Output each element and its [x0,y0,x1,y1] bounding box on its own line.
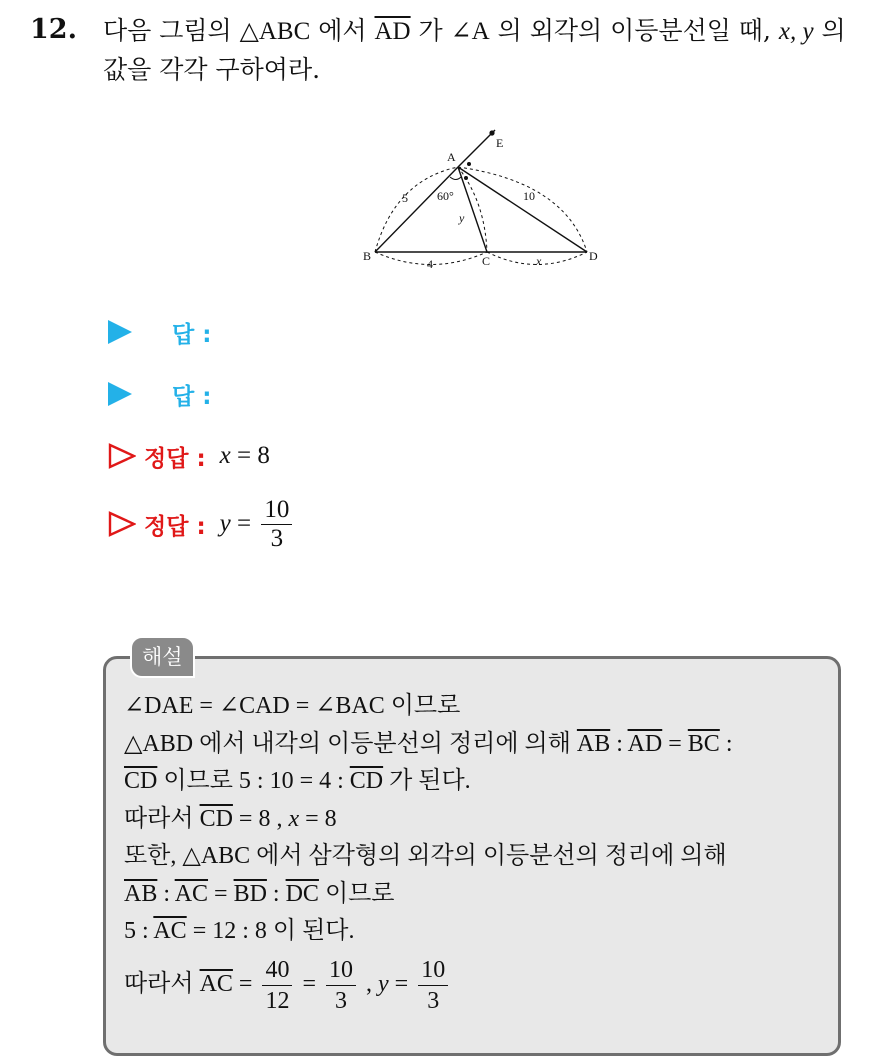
denominator: 3 [270,524,284,552]
text: = 12 : 8 이 된다. [186,918,355,944]
var-y: y [219,510,231,537]
solution-tag: 해설 [130,636,195,678]
q-part: 다음 그림의 [103,16,240,45]
bisector-dot-2 [464,176,468,180]
label-angle: 60° [437,189,454,203]
key-value-x [220,442,270,470]
text: △ABD 에서 내각의 이등분선의 정리에 의해 [124,730,577,757]
var-x: x [288,805,300,832]
q-part: 의 외각의 이등분선일 때, [489,16,779,45]
text: 가 된다. [383,768,471,794]
x-eq: = 8 [230,442,270,469]
problem-number: 12. [30,14,77,45]
text: = [208,880,234,907]
text: : [610,730,628,757]
key-label: 정답 : [144,513,206,540]
solution-line-8 [124,955,834,1016]
segment-dc: $\overline{DC}$ [285,880,319,907]
label-side-ac: y [459,211,465,225]
text: : [266,880,286,907]
denominator: 3 [427,987,440,1014]
text: : [157,880,175,907]
text: 이므로 5 : 10 = 4 : [157,768,350,794]
key-label: 정답 : [144,445,206,472]
text: 따라서 [124,805,200,832]
text: 5 : [124,918,154,944]
label-side-bc: 4 [427,257,433,270]
fraction [261,496,292,553]
label-side-ad: 10 [523,189,535,203]
answer-row-2 [108,374,211,414]
label-a: A [447,150,456,164]
bisector-dot-1 [467,162,471,166]
segment-cd: $\overline{CD}$ [199,805,233,832]
label-b: B [363,249,372,263]
segment-bd: $\overline{BD}$ [233,880,267,907]
solution-line-5: 또한, △ABC 에서 삼각형의 외각의 이등분선의 정리에 의해 [124,843,727,869]
fraction [326,955,356,1016]
text: = 8 [299,805,337,832]
text: 이므로 [318,880,395,907]
denominator: 3 [335,987,347,1014]
label-side-cd: x [536,254,542,268]
answer-arrow-icon [108,320,132,344]
y-eq: = [230,510,258,537]
q-part: 가 [410,16,451,45]
text: = 8 , [232,805,289,832]
solution-line-6 [124,876,834,914]
key-value-y [220,496,297,553]
answer-label: 답 : [172,321,212,348]
var-y: y [378,971,389,998]
variables-xy: x, y [778,18,814,45]
numerator: 40 [262,955,292,986]
angle-arc [450,177,461,180]
q-part: 의 [813,16,846,45]
key-arrow-icon [108,511,136,537]
line-ae [458,130,495,167]
label-e: E [496,136,504,150]
fraction [262,955,292,1016]
segment-ac: $\overline{AC}$ [174,880,209,907]
segment-ad: $\overline{AD}$ [374,18,411,45]
denominator: 12 [265,987,290,1014]
solution-text [124,688,834,1016]
triangle-figure [355,122,605,270]
var-x: x [219,442,231,469]
triangle-abc: △ABC [239,18,311,45]
segment-cd: $\overline{CD}$ [124,768,158,794]
segment-ab: $\overline{AB}$ [576,730,611,757]
question-text [103,12,873,89]
text: , [360,971,378,998]
segment-ac: $\overline{AC}$ [199,971,233,998]
numerator: 10 [418,955,448,986]
line-ad [458,167,587,252]
numerator: 10 [326,955,356,986]
angle-a: ∠A [450,18,490,45]
segment-bc: $\overline{BC}$ [687,730,720,757]
fraction [418,955,448,1016]
text: : [719,730,733,757]
text: = [388,971,415,998]
key-row-x [108,436,270,476]
key-row-y [108,496,296,552]
answer-label: 답 : [172,383,212,410]
segment-ac: $\overline{AC}$ [153,918,187,944]
answer-row-1 [108,312,211,352]
segment-ab: $\overline{AB}$ [124,880,158,907]
q-part: 에서 [310,16,375,45]
label-side-ab: 5 [402,191,408,205]
solution-line-2 [124,726,834,764]
segment-ad: $\overline{AD}$ [627,730,663,757]
text: = [232,971,259,998]
solution-line-3 [124,763,834,801]
numerator: 10 [261,496,292,525]
answer-arrow-icon [108,382,132,406]
label-c: C [482,254,491,268]
solution-line-7 [124,913,834,951]
text: 따라서 [124,971,200,998]
text: = [296,971,322,998]
key-arrow-icon [108,443,136,469]
line-ab [375,167,458,252]
segment-cd: $\overline{CD}$ [349,768,384,794]
text: = [662,730,688,757]
solution-line-1: ∠DAE = ∠CAD = ∠BAC 이므로 [124,693,461,719]
label-d: D [589,249,598,263]
point-e [489,130,494,135]
solution-line-4 [124,801,834,839]
q-part: 값을 각각 구하여라. [103,55,321,84]
line-ac [458,167,487,252]
